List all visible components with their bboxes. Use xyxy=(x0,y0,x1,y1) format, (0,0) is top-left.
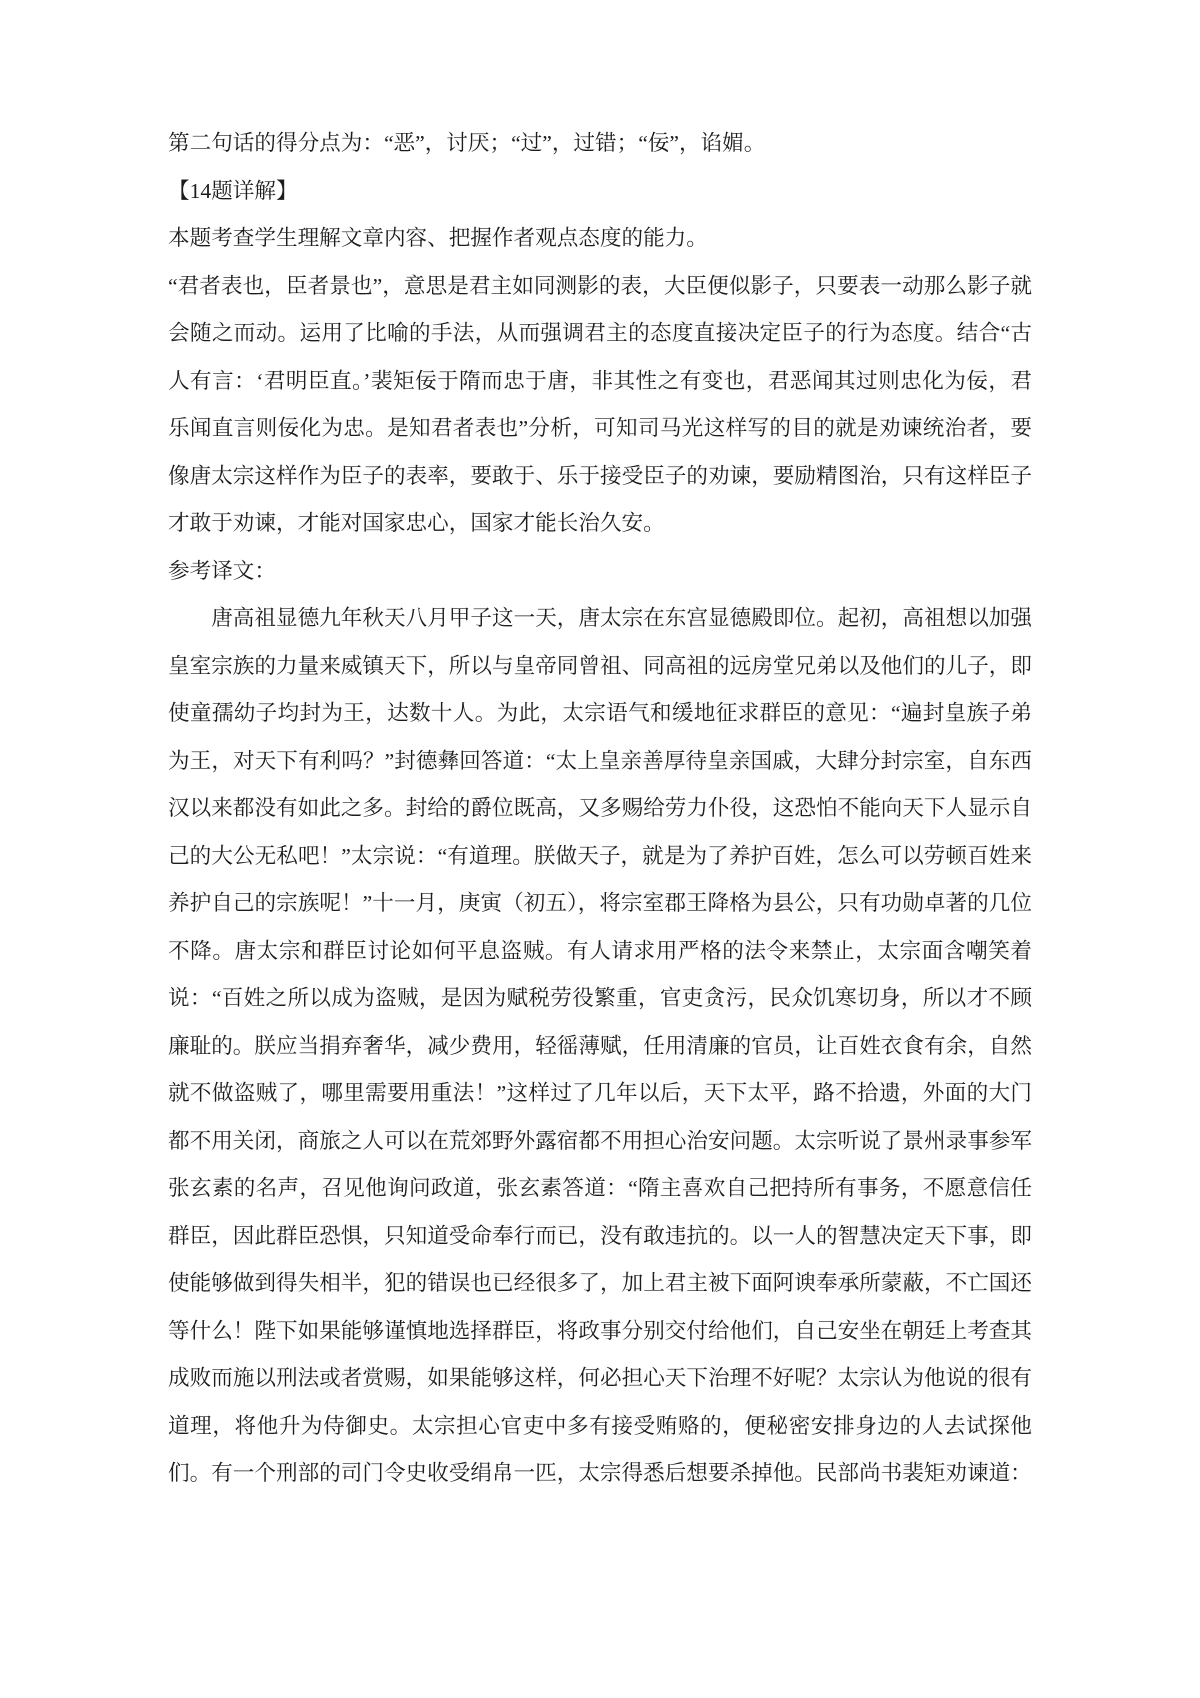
translation-paragraph: 唐高祖显德九年秋天八月甲子这一天，唐太宗在东宫显德殿即位。起初，高祖想以加强皇室宗族的力量来威镇天下，所以与皇帝同曾祖、同高祖的远房堂兄弟以及他们的儿子，即使童孺幼子均封为王，达数十人。为此，太宗语气和缓地征求群臣的意见：“遍封皇族子弟为王，对天下有利吗？”封德彝回答道：“太上皇亲善厚待皇亲国戚，大肆分封宗室，自东西汉以来都没有如此之多。封给的爵位既高，又多赐给劳力仆役，这恐怕不能向天下人显示自己的大公无私吧！”太宗说：“有道理。朕做天子，就是为了养护百姓，怎么可以劳顿百姓来养护自己的宗族呢！”十一月，庚寅（初五），将宗室郡王降格为县公，只有功勋卓著的几位不降。唐太宗和群臣讨论如何平息盗贼。有人请求用严格的法令来禁止，太宗面含嘲笑着说：“百姓之所以成为盗贼，是因为赋税劳役繁重，官吏贪污，民众饥寒切身，所以才不顾廉耻的。朕应当捐弃奢华，减少费用，轻徭薄赋，任用清廉的官员，让百姓衣食有余，自然就不做盗贼了，哪里需要用重法！”这样过了几年以后，天下太平，路不拾遗，外面的大门都不用关闭，商旅之人可以在荒郊野外露宿都不用担心治安问题。太宗听说了景州录事参军张玄素的名声，召见他询问政道，张玄素答道：“隋主喜欢自己把持所有事务，不愿意信任群臣，因此群臣恐惧，只知道受命奉行而已，没有敢违抗的。以一人的智慧决定天下事，即使能够做到得失相半，犯的错误也已经很多了，加上君主被下面阿谀奉承所蒙蔽，不亡国还等什么！陛下如果能够谨慎地选择群臣，将政事分别交付给他们，自己安坐在朝廷上考查其成败而施以刑法或者赏赐，如果能够这样，何必担心天下治理不好呢？太宗认为他说的很有道理，将他升为侍御史。太宗担心官吏中多有接受贿赂的，便秘密安排身边的人去试探他们。有一个刑部的司门令史收受绢帛一匹，太宗得悉后想要杀掉他。民部尚书裴矩劝谏道： xyxy=(168,606,1032,1485)
ability-statement: 本题考查学生理解文章内容、把握作者观点态度的能力。 xyxy=(168,226,708,250)
reference-translation-label: 参考译文： xyxy=(168,558,276,583)
analysis-paragraph: “君者表也，臣者景也”，意思是君主如同测影的表，大臣便似影子，只要表一动那么影子就会随之而动。运用了比喻的手法，从而强调君主的态度直接决定臣子的行为态度。结合“古人有言：‘君明臣直。’裴矩佞于隋而忠于唐，非其性之有变也，君恶闻其过则忠化为佞，君乐闻直言则佞化为忠。是知君者表也”分析，可知司马光这样写的目的就是劝谏统治者，要像唐太宗这样作为臣子的表率，要敢于、乐于接受臣子的劝谏，要励精图治，只有这样臣子才敢于劝谏，才能对国家忠心，国家才能长治久安。 xyxy=(168,273,1032,535)
score-points-line: 第二句话的得分点为：“恶”，讨厌；“过”，过错；“佞”，谄媚。 xyxy=(168,131,766,155)
question-14-heading: 【14题详解】 xyxy=(168,178,298,203)
